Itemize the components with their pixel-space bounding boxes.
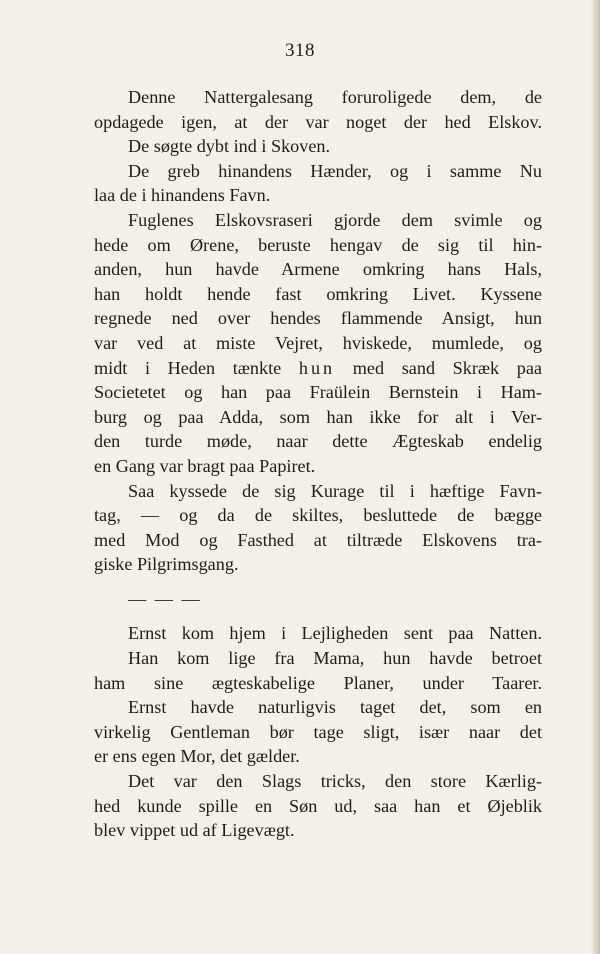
text-line: Han kom lige fra Mama, hun havde betroet bbox=[128, 648, 542, 669]
page-edge-shadow bbox=[590, 0, 600, 954]
text-line: burg og paa Adda, som han ikke for alt i Ver- bbox=[94, 406, 542, 427]
text-line: Det var den Slags tricks, den store Kærlig- bbox=[128, 771, 542, 792]
text-line: tag, — og da de skiltes, besluttede de bægge bbox=[94, 505, 542, 526]
body-text bbox=[94, 85, 542, 843]
text-line: hede om Ørene, beruste hengav de sig til hin- bbox=[94, 234, 542, 255]
text-line: De søgte dybt ind i Skoven. bbox=[128, 136, 331, 157]
text-line: opdagede igen, at der var noget der hed Elskov. bbox=[94, 111, 542, 132]
text-segment: midt i Heden tænkte bbox=[94, 357, 282, 378]
text-line: giske Pilgrimsgang. bbox=[94, 554, 239, 575]
spacer bbox=[94, 577, 542, 587]
text-line: Saa kyssede de sig Kurage til i hæftige Favn- bbox=[128, 480, 542, 501]
text-line: Fuglenes Elskovsraseri gjorde dem svimle og bbox=[128, 209, 542, 230]
text-line: Denne Nattergalesang foruroligede dem, de bbox=[128, 87, 542, 107]
text-line: ham sine ægteskabelige Planer, under Taarer. bbox=[94, 672, 542, 693]
text-line: anden, hun havde Armene omkring hans Hals, bbox=[94, 259, 542, 280]
text-line: den turde møde, naar dette Ægteskab endelig bbox=[94, 431, 542, 452]
text-line: Ernst kom hjem i Lejligheden sent paa Natten. bbox=[128, 623, 542, 644]
text-line: virkelig Gentleman bør tage sligt, især naar det bbox=[94, 721, 542, 742]
emphasized-word: hun bbox=[298, 357, 336, 378]
spacer bbox=[94, 611, 542, 621]
text-line: blev vippet ud af Ligevægt. bbox=[94, 820, 295, 841]
text-line: hed kunde spille en Søn ud, saa han et Øjeblik bbox=[94, 795, 542, 816]
text-line: De greb hinandens Hænder, og i samme Nu bbox=[128, 160, 542, 181]
text-segment: med sand Skræk paa bbox=[352, 357, 543, 378]
text-line: er ens egen Mor, det gælder. bbox=[94, 746, 300, 767]
text-line: regnede ned over hendes flammende Ansigt, hun bbox=[94, 308, 542, 329]
text-line: laa de i hinandens Favn. bbox=[94, 185, 271, 206]
page-number: 318 bbox=[285, 40, 315, 61]
text-line: han holdt hende fast omkring Livet. Kyssene bbox=[94, 283, 542, 304]
text-line: Societetet og han paa Fraülein Bernstein i Ham- bbox=[94, 382, 542, 403]
text-line: var ved at miste Vejret, hviskede, mumlede, og bbox=[94, 332, 542, 353]
text-line: Ernst havde naturligvis taget det, som en bbox=[128, 697, 542, 718]
section-break: — — — bbox=[128, 588, 202, 609]
text-line: en Gang var bragt paa Papiret. bbox=[94, 455, 316, 476]
text-line: med Mod og Fasthed at tiltræde Elskovens tra- bbox=[94, 529, 542, 550]
text-line bbox=[94, 356, 542, 381]
